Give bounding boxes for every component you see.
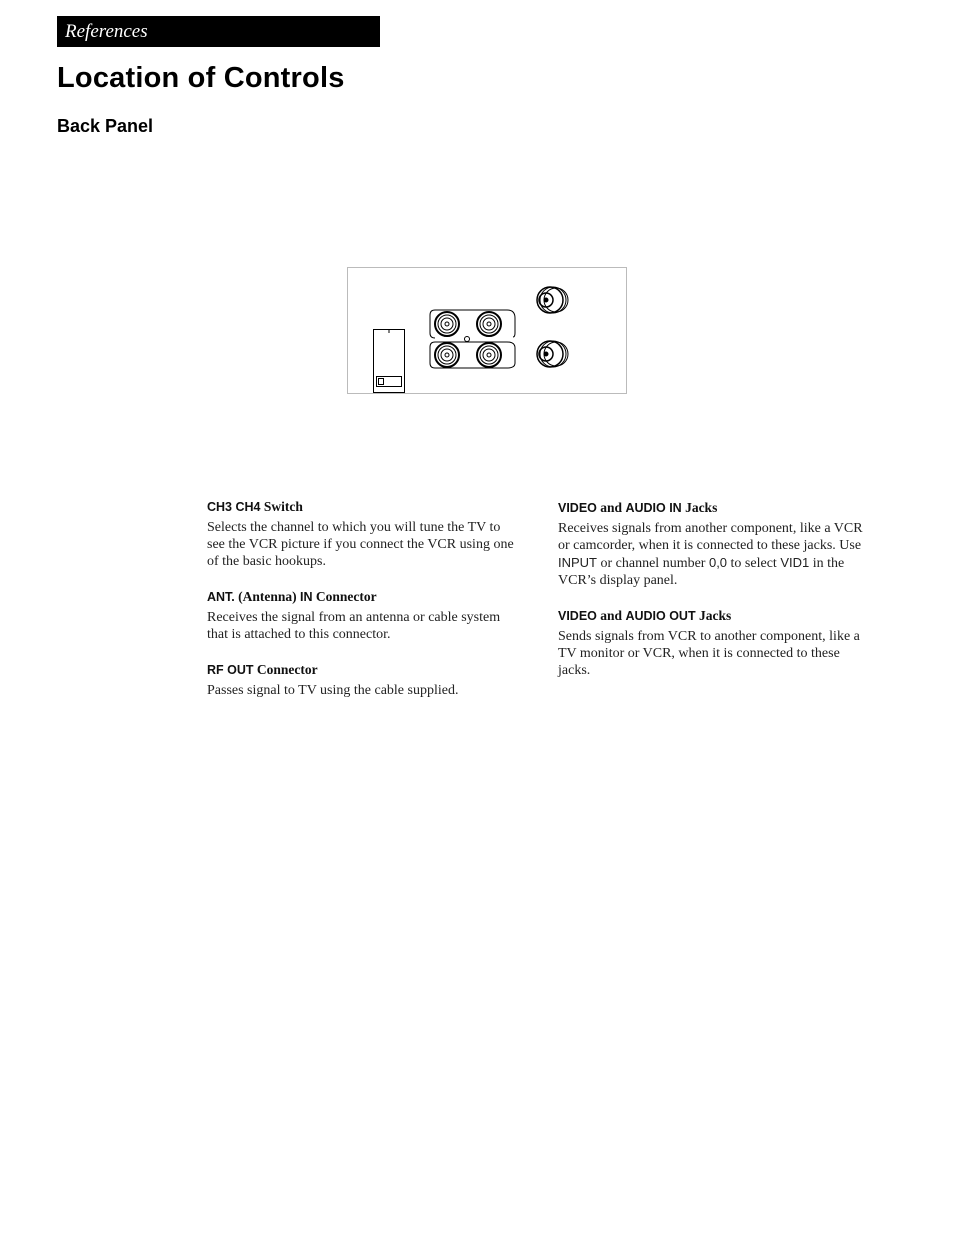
- description-video-audio-in-jacks: [558, 499, 864, 589]
- description-ant-in-connector: [207, 588, 517, 643]
- entry-heading: VIDEO and AUDIO IN Jacks: [558, 500, 718, 515]
- entry-heading: CH3 CH4 Switch: [207, 499, 303, 514]
- section-tab: References: [57, 16, 380, 47]
- entry-heading: ANT. (Antenna) IN Connector: [207, 589, 377, 604]
- description-ch3-ch4-switch: [207, 498, 517, 570]
- section-title: Back Panel: [57, 116, 154, 136]
- description-video-audio-out-jacks: [558, 607, 864, 679]
- ch3-ch4-switch: [374, 330, 405, 393]
- back-panel-illustration: [347, 267, 627, 394]
- descriptions-left-column: [207, 498, 517, 717]
- page-title: Location of Controls: [57, 62, 345, 94]
- entry-body: Selects the channel to which you will tune the TV to see the VCR picture if you connect the VCR using one of the basic hookups.: [207, 520, 514, 569]
- entry-body: Receives the signal from an antenna or cable system that is attached to this connector.: [207, 610, 501, 642]
- entry-heading: VIDEO and AUDIO OUT Jacks: [558, 608, 732, 623]
- entry-body: Sends signals from VCR to another component, like a TV monitor or VCR, when it is connected to these jacks.: [558, 629, 860, 678]
- entry-body: Passes signal to TV using the cable supplied.: [207, 683, 459, 698]
- description-rf-out-connector: [207, 661, 517, 699]
- descriptions-right-column: [558, 499, 864, 697]
- entry-heading: RF OUT Connector: [207, 662, 318, 677]
- entry-body: Receives signals from another component, like a VCR or camcorder, when it is connected to these jacks. Use INPUT or channel number 0,0 to select VID1 in the VCR’s display panel.: [558, 521, 863, 588]
